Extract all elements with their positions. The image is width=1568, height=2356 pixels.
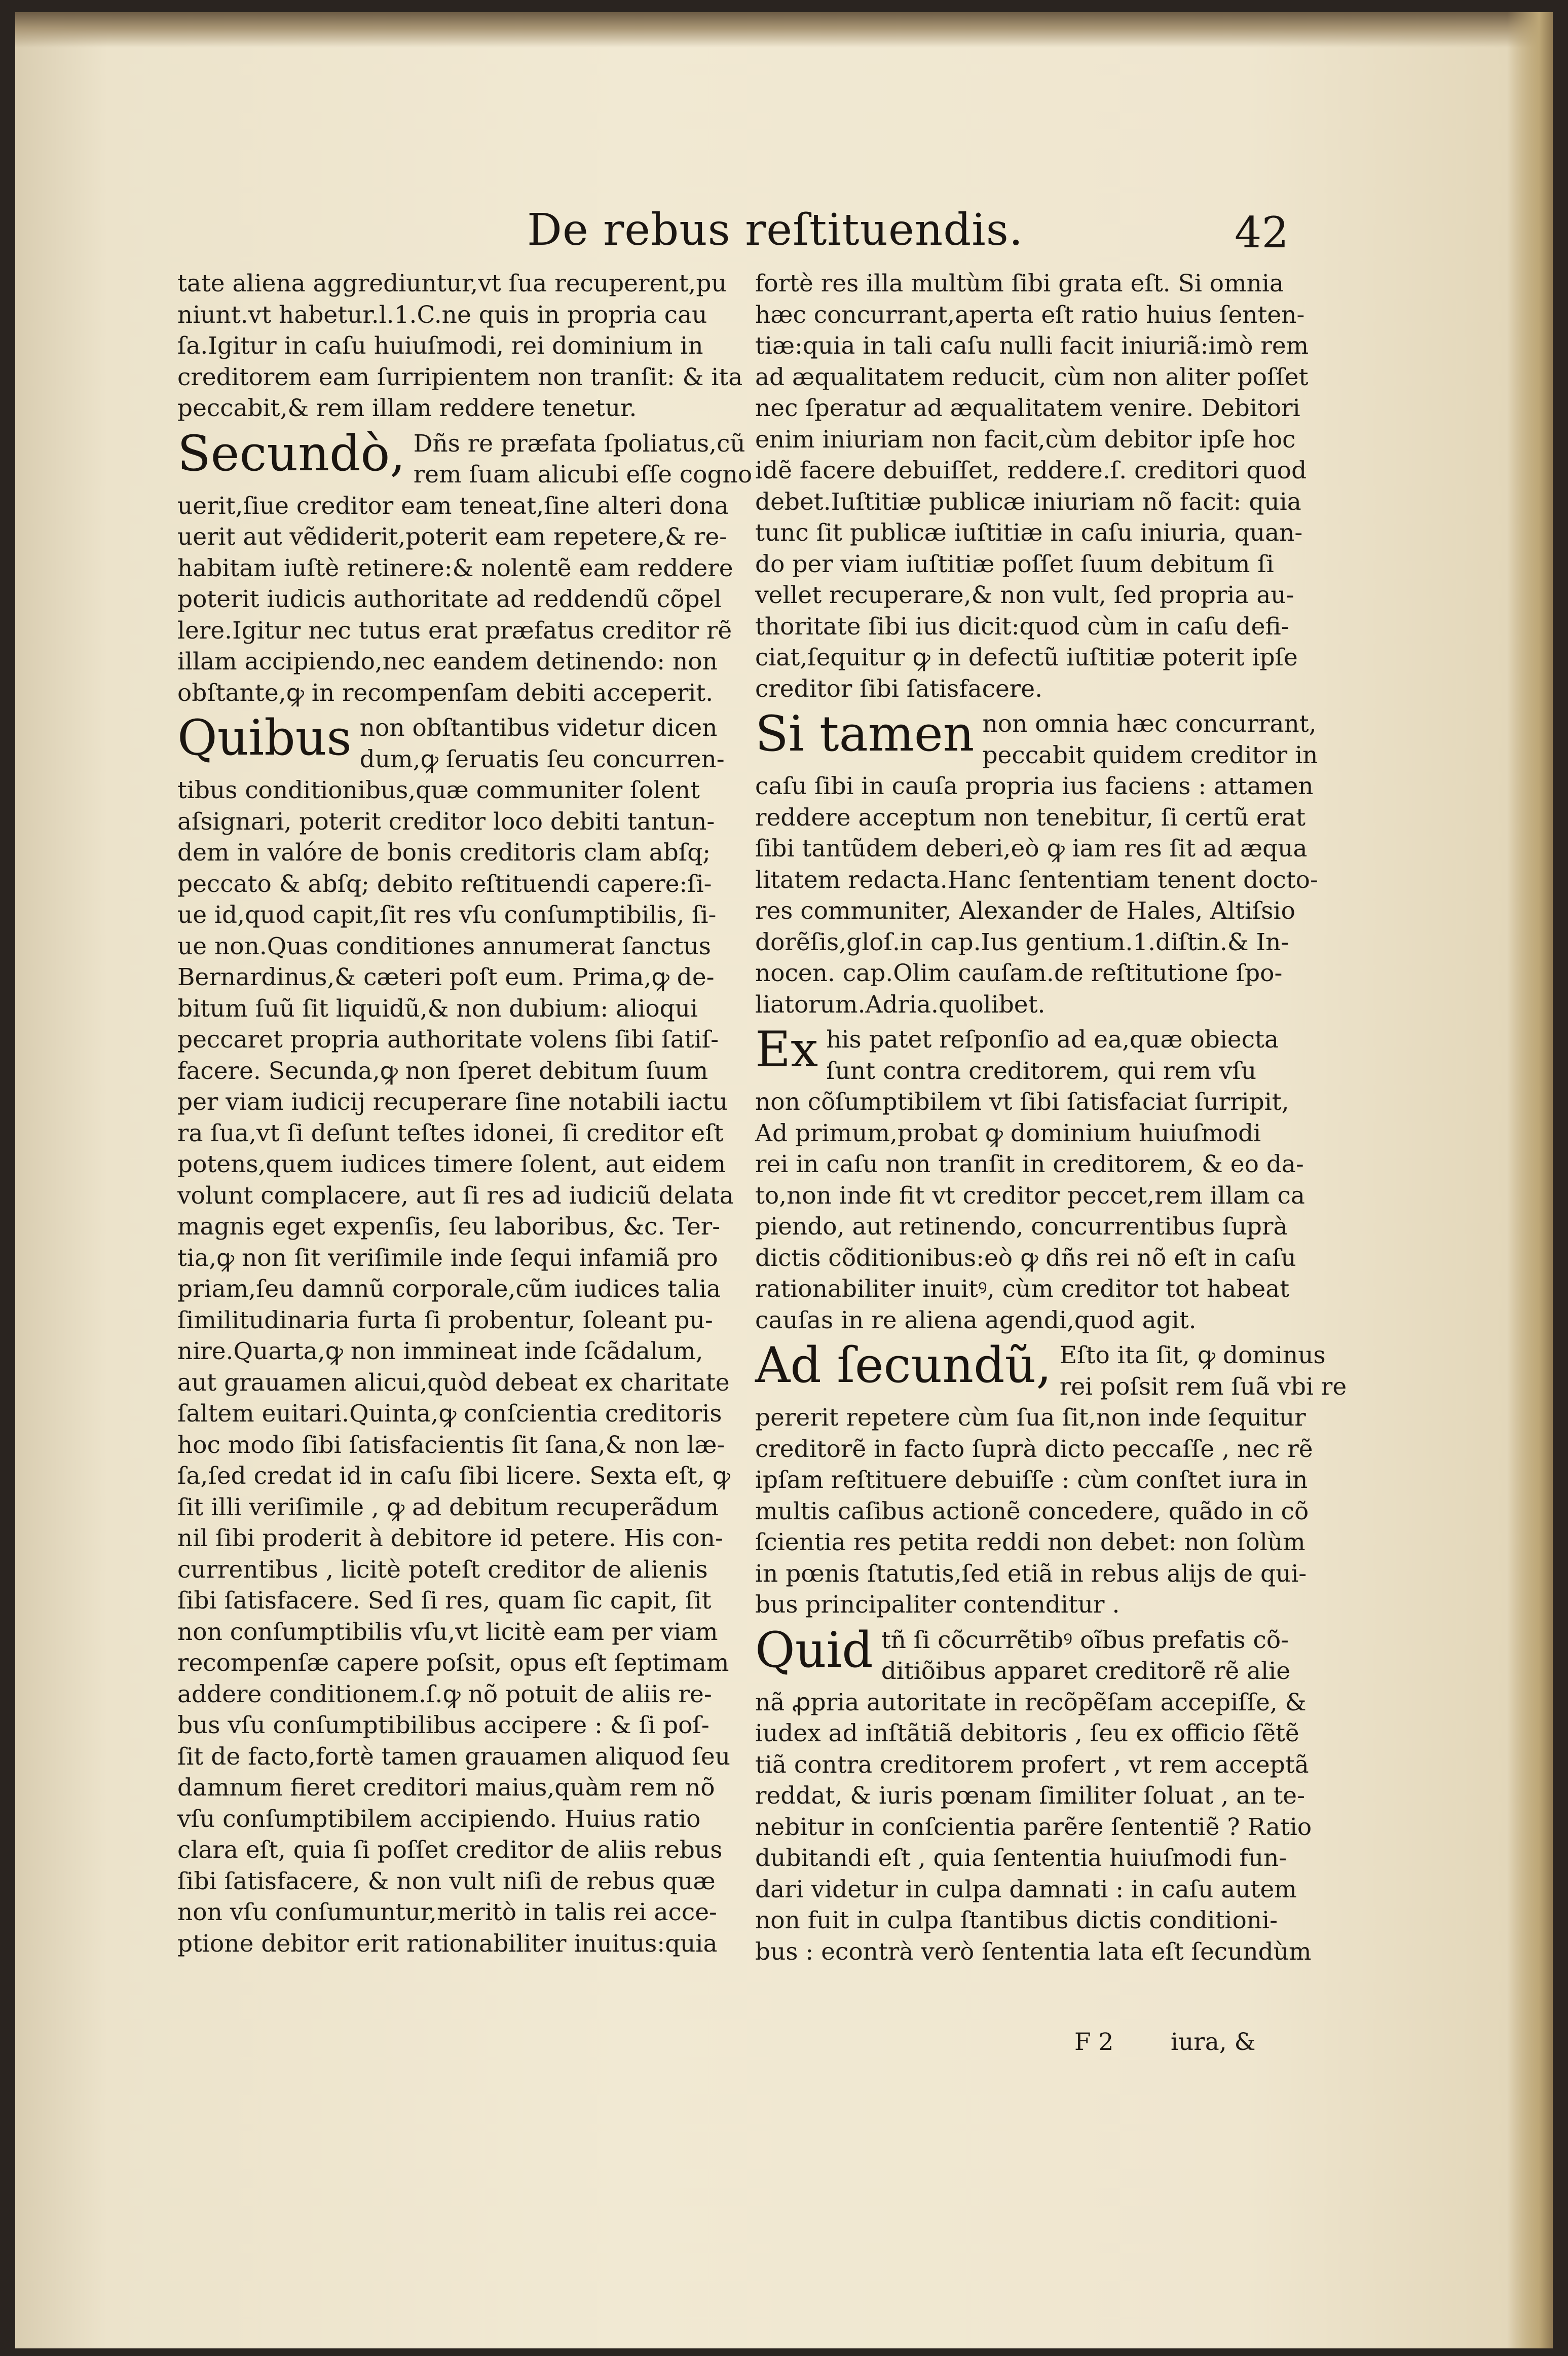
text-line: ue id,quod capit,ſit res vſu conſumptibilis, ſi- [177,901,717,929]
text-line: non omnia hæc concurrant, [982,710,1317,738]
text-line: potens,quem iudices timere ſolent, aut eidem [177,1150,726,1178]
text-line: ſa.Igitur in caſu huiuſmodi, rei dominium in [177,332,703,360]
text-line: dorẽſis,gloſ.in cap.Ius gentium.1.diſtin.& In- [755,928,1289,956]
display-initial-word: Ex [755,1021,818,1078]
text-line: clara eſt, quia ſi poſſet creditor de aliis rebus [177,1836,723,1864]
text-line: aut grauamen alicui,quòd debeat ex charitate [177,1368,730,1397]
text-line: peccabit quidem creditor in [982,741,1318,769]
text-line: nebitur in conſcientia parẽre ſententiẽ ? Ratio [755,1813,1312,1841]
paragraph [177,709,734,1959]
display-initial-word: Quibus [177,709,352,766]
text-line: in pœnis ſtatutis,ſed etiã in rebus alijs de qui- [755,1559,1307,1588]
text-line: fortè res illa multùm ſibi grata eſt. Si omnia [755,270,1284,297]
text-line: hoc modo ſibi ſatisfacientis ſit ſana,& non læ- [177,1431,725,1459]
text-line: tñ ſi cõcurrẽtibꝰ oĩbus prefatis cõ- [881,1626,1289,1654]
text-line: tate aliena aggrediuntur,vt ſua recuperent,pu [177,270,727,297]
text-line: ſibi ſatisfacere, & non vult niſi de rebus quæ [177,1867,716,1895]
text-line: ptione debitor erit rationabiliter inuitus:quia [177,1929,718,1958]
text-line: nã ꝓpria autoritate in recõpẽſam accepiſſe, & [755,1688,1306,1716]
text-line: Ad primum,probat ꝙ dominium huiuſmodi [755,1119,1261,1147]
text-line: aſsignari, poterit creditor loco debiti tantun- [177,807,715,836]
text-line: magnis eget expenſis, ſeu laboribus, &c. Ter- [177,1213,721,1241]
paragraph [755,268,1309,704]
text-line: tunc ſit publicæ iuſtitiæ in caſu iniuria, quan- [755,519,1303,547]
text-line: addere conditionem.ſ.ꝙ nõ potuit de aliis re- [177,1680,712,1708]
paragraph [755,1621,1312,1968]
text-line: iudex ad inſtãtiã debitoris , ſeu ex officio ſẽtẽ [755,1719,1299,1747]
text-line: per viam iudicij recuperare ſine notabili iactu [177,1088,728,1116]
text-line: creditorem eam ſurripientem non tranſit: & ita [177,363,743,391]
text-line: vſu conſumptibilem accipiendo. Huius ratio [177,1805,701,1833]
text-line: rem ſuam alicubi eſſe cogno [413,461,753,489]
right-column [755,268,1347,1967]
text-line: dem in valóre de bonis creditoris clam abſq; [177,839,711,867]
paragraph-opening [755,1021,1300,1087]
text-line: non fuit in culpa ſtantibus dictis conditioni- [755,1906,1278,1934]
text-line: non vſu conſumuntur,meritò in talis rei acce- [177,1898,717,1926]
text-line: dubitandi eſt , quia ſententia huiuſmodi fun- [755,1844,1287,1872]
text-line: rei in caſu non tranſit in creditorem, & eo da- [755,1150,1304,1178]
text-line: illam accipiendo,nec eandem detinendo: non [177,648,718,676]
catchword: iura, & [1171,2028,1256,2056]
text-line: nec ſperatur ad æqualitatem venire. Debitori [755,394,1300,422]
text-line: his patet reſponſio ad ea,quæ obiecta [826,1026,1279,1054]
paragraph [755,705,1318,1020]
text-line: non cõſumptibilem vt ſibi ſatisfaciat ſurripit, [755,1088,1289,1116]
book-page [15,12,1553,2348]
text-line: litatem redacta.Hanc ſententiam tenent docto- [755,866,1318,894]
text-line: nire.Quarta,ꝙ non immineat inde ſcãdalum, [177,1337,703,1365]
text-line: ſibi ſatisfacere. Sed ſi res, quam ſic capit, ſit [177,1587,712,1615]
text-line: idẽ facere debuiſſet, reddere.ſ. creditori quod [755,457,1307,484]
text-line: volunt complacere, aut ſi res ad iudiciũ delata [177,1181,734,1210]
text-line: nocen. cap.Olim cauſam.de reſtitutione ſpo- [755,959,1283,987]
text-line: dum,ꝙ ſeruatis ſeu concurren- [359,745,725,773]
text-line: reddere acceptum non tenebitur, ſi certũ erat [755,803,1306,832]
page-right-edge [1507,12,1553,2348]
left-column [177,268,753,1959]
running-head: De rebus reſtituendis. [527,205,1024,255]
text-line: nil ſibi proderit à debitore id petere. His con- [177,1524,723,1552]
text-line: habitam iuſtè retinere:& nolentẽ eam reddere [177,554,733,582]
text-line: facere. Secunda,ꝙ non ſperet debitum ſuum [177,1057,708,1085]
text-line: poterit iudicis authoritate ad reddendũ cõpel [177,585,722,613]
text-line: tibus conditionibus,quæ communiter ſolent [177,776,700,804]
text-line: Dñs re præfata ſpoliatus,cũ [413,429,745,458]
text-line: creditor ſibi ſatisfacere. [755,675,1043,703]
text-line: to,non inde fit vt creditor peccet,rem illam ca [755,1181,1305,1210]
display-initial-word: Si tamen [755,705,975,762]
paragraph [177,268,743,424]
paragraph-opening [755,1621,1300,1687]
text-line: multis caſibus actionẽ concedere, quãdo in cõ [755,1497,1309,1525]
text-line: ſa,ſed credat id in caſu ſibi licere. Sexta eſt, ꝙ [177,1462,730,1490]
text-line: priam,ſeu damnũ corporale,cũm iudices talia [177,1275,721,1303]
text-line: uerit,ſiue creditor eam teneat,ſine alteri dona [177,492,729,520]
text-line: tiã contra creditorem profert , vt rem acceptã [755,1750,1309,1779]
text-line: peccabit,& rem illam reddere tenetur. [177,394,637,422]
text-line: dictis cõditionibus:eò ꝙ dñs rei nõ eſt in caſu [755,1244,1296,1272]
text-line: pererit repetere cùm ſua ſit,non inde ſequitur [755,1404,1306,1432]
folio-number: 42 [1235,208,1289,257]
text-line: debet.Iuſtitiæ publicæ iniuriam nõ facit: quia [755,488,1301,516]
text-line: bus vſu conſumptibilibus accipere : & ſi poſ- [177,1711,710,1739]
display-initial-word: Ad ſecundũ, [755,1337,1052,1394]
paragraph [177,425,753,709]
text-line: currentibus , licitè poteſt creditor de alienis [177,1555,708,1584]
text-line: ſit de facto,fortè tamen grauamen aliquod ſeu [177,1742,730,1771]
text-line: recompenſæ capere poſsit, opus eſt ſeptimam [177,1649,729,1677]
text-line: lere.Igitur nec tutus erat præfatus creditor rẽ [177,616,732,645]
text-line: ditiõibus apparet creditorẽ rẽ alie [881,1657,1291,1685]
paragraph-opening [755,1337,1347,1402]
text-line: niunt.vt habetur.l.1.C.ne quis in propria cau [177,301,707,329]
text-line: bus principaliter contenditur . [755,1591,1120,1619]
text-line: bitum ſuũ ſit liquidũ,& non dubium: alioqui [177,994,698,1023]
text-line: ipſam reſtituere debuiſſe : cùm conſtet iura in [755,1466,1308,1494]
text-line: ciat,ſequitur ꝙ in defectũ iuſtitiæ poterit ipſe [755,644,1298,671]
text-line: Bernardinus,& cæteri poſt eum. Prima,ꝙ de- [177,963,715,991]
text-line: piendo, aut retinendo, concurrentibus ſuprà [755,1213,1288,1241]
text-line: vellet recuperare,& non vult, ſed propria au- [755,581,1294,609]
text-line: peccaret propria authoritate volens ſibi ſatiſ- [177,1026,719,1054]
text-line: bus : econtrà verò ſententia lata eſt ſecundùm [755,1937,1312,1966]
text-line: ue non.Quas conditiones annumerat ſanctus [177,932,711,960]
text-line: rationabiliter inuitꝰ, cùm creditor tot habeat [755,1275,1290,1303]
text-line: Eſto ita ſit, ꝙ dominus [1059,1341,1326,1369]
text-line: enim iniuriam non facit,cùm debitor ipſe hoc [755,425,1296,454]
text-line: dari videtur in culpa damnati : in caſu autem [755,1875,1297,1903]
text-line: res communiter, Alexander de Hales, Altiſsio [755,897,1295,925]
text-line: liatorum.Adria.quolibet. [755,990,1046,1019]
text-line: obſtante,ꝙ in recompenſam debiti acceperit. [177,679,714,707]
text-line: rei poſsit rem ſuã vbi re [1059,1372,1347,1401]
text-line: hæc concurrant,aperta eſt ratio huius ſenten- [755,301,1305,329]
paragraph-opening [177,425,753,491]
text-line: non conſumptibilis vſu,vt licitè eam per viam [177,1618,718,1646]
paragraph-opening [177,709,725,775]
text-line: ſimilitudinaria furta ſi probentur, ſoleant pu- [177,1306,713,1334]
text-line: ſit illi veriſimile , ꝙ ad debitum recuperãdum [177,1493,719,1521]
text-line: caſu ſibi in cauſa propria ius faciens : attamen [755,772,1314,800]
text-line: tia,ꝙ non ſit veriſimile inde ſequi infamiã pro [177,1244,718,1272]
text-line: thoritate ſibi ius dicit:quod cùm in caſu defi- [755,612,1289,641]
paragraph [755,1337,1347,1621]
display-initial-word: Secundò, [177,425,405,482]
display-initial-word: Quid [755,1621,873,1678]
text-line: uerit aut vẽdiderit,poterit eam repetere,& re- [177,523,728,551]
paragraph [755,1021,1305,1336]
text-line: damnum fieret creditori maius,quàm rem nõ [177,1774,715,1802]
text-line: ad æqualitatem reducit, cùm non aliter poſſet [755,363,1309,391]
text-line: ſcientia res petita reddi non debet: non ſolùm [755,1528,1305,1556]
text-line: ſunt contra creditorem, qui rem vſu [826,1057,1257,1085]
text-line: tiæ:quia in tali caſu nulli facit iniuriã:imò rem [755,332,1309,360]
text-line: ra ſua,vt ſi deſunt teſtes idonei, ſi creditor eſt [177,1119,724,1147]
text-line: ſaltem euitari.Quinta,ꝙ conſcientia creditoris [177,1400,722,1428]
text-line: creditorẽ in facto ſuprà dicto peccaſſe , nec rẽ [755,1435,1313,1463]
page-top-edge [15,12,1553,48]
text-line: ſibi tantũdem deberi,eò ꝙ iam res ſit ad æqua [755,835,1308,863]
text-line: peccato & abſq; debito reſtituendi capere:ſi- [177,870,712,898]
text-line: cauſas in re aliena agendi,quod agit. [755,1306,1197,1334]
text-line: reddat, & iuris pœnam ſimiliter ſoluat , an te- [755,1782,1305,1810]
text-line: non obſtantibus videtur dicen [359,714,718,742]
paragraph-opening [755,705,1318,771]
signature-mark: F 2 [1074,2028,1114,2056]
text-line: do per viam iuſtitiæ poſſet ſuum debitum ſi [755,550,1274,578]
